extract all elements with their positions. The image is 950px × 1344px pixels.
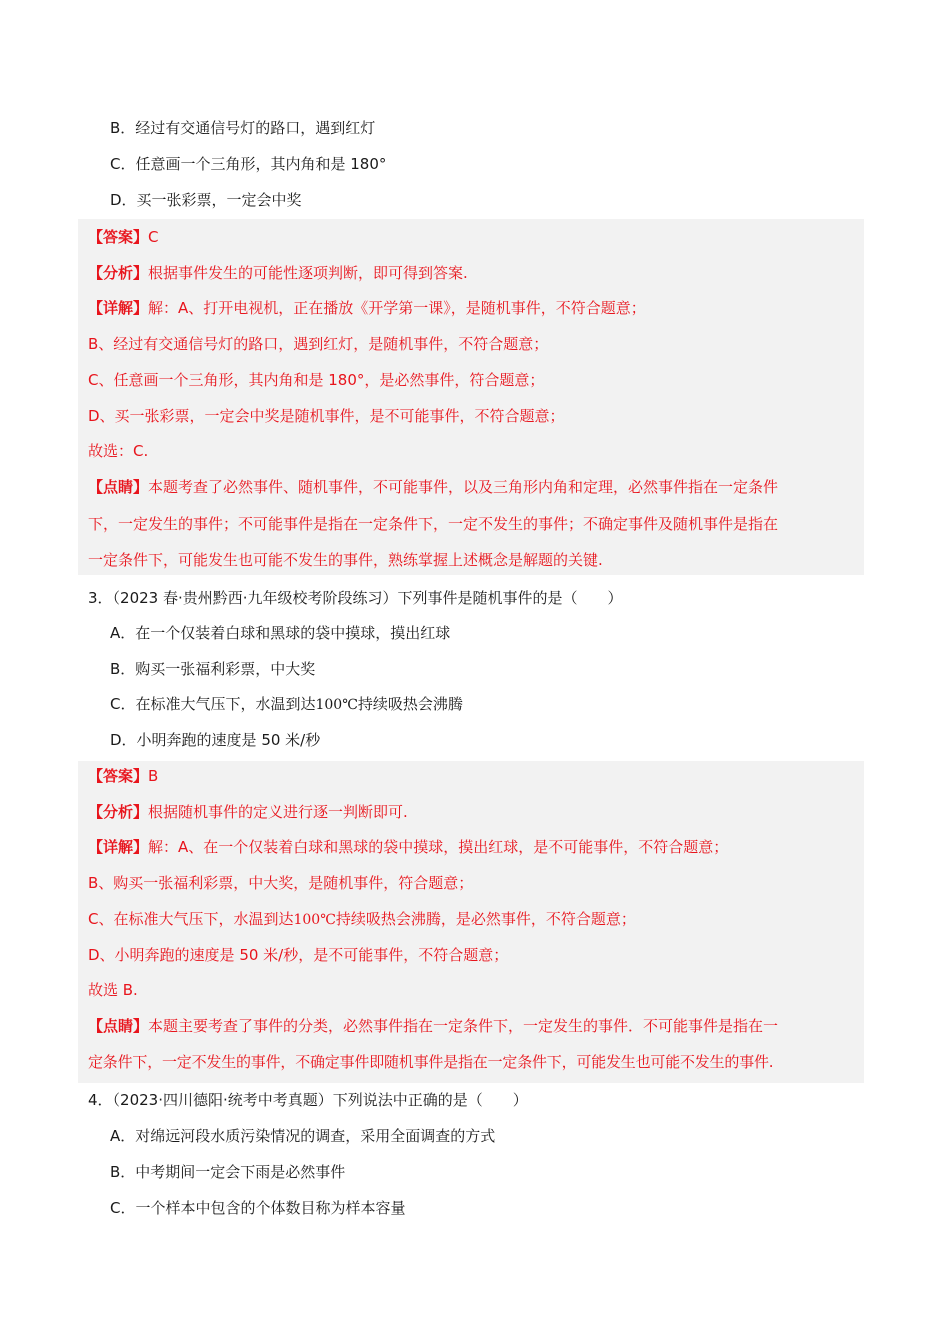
temperature-value: 100℃ [315, 697, 358, 713]
q2-detail-line: C、任意画一个三角形，其内角和是 180°，是必然事件，符合题意； [88, 371, 545, 389]
q3-stem: 3．（2023 春·贵州黔西·九年级校考阶段练习）下列事件是随机事件的是（ ） [88, 589, 623, 607]
q2-solution-box [78, 219, 864, 575]
q3-solution-box [78, 761, 864, 1083]
q4-stem: 4．（2023·四川德阳·统考中考真题）下列说法中正确的是（ ） [88, 1091, 528, 1109]
q2-detail-line: D、买一张彩票，一定会中奖是随机事件，是不可能事件，不符合题意； [88, 407, 565, 425]
q2-comment-line: 【点睛】本题考查了必然事件、随机事件，不可能事件，以及三角形内角和定理，必然事件指在一定条件 [88, 478, 779, 496]
q2-comment-line: 下，一定发生的事件；不可能事件是指在一定条件下，一定不发生的事件；不确定事件及随机事件是指在 [88, 515, 779, 533]
q2-option-c: C．任意画一个三角形，其内角和是 180° [110, 155, 387, 173]
q2-option-b: B．经过有交通信号灯的路口，遇到红灯 [110, 119, 376, 137]
q2-detail-line: 【详解】解：A、打开电视机，正在播放《开学第一课》，是随机事件，不符合题意； [88, 299, 646, 317]
q3-detail-line: B、购买一张福利彩票，中大奖，是随机事件，符合题意； [88, 874, 474, 892]
q2-answer: 【答案】C [88, 228, 159, 246]
q4-option-b: B．中考期间一定会下雨是必然事件 [110, 1163, 346, 1181]
q3-option-c: C．在标准大气压下，水温到达100℃持续吸热会沸腾 [110, 695, 463, 713]
q2-detail-line: B、经过有交通信号灯的路口，遇到红灯，是随机事件，不符合题意； [88, 335, 549, 353]
q2-option-d: D．买一张彩票，一定会中奖 [110, 191, 302, 209]
q3-option-b: B．购买一张福利彩票，中大奖 [110, 660, 316, 678]
q3-option-d: D．小明奔跑的速度是 50 米/秒 [110, 731, 321, 749]
q3-comment-line: 定条件下，一定不发生的事件，不确定事件即随机事件是指在一定条件下，可能发生也可能不发生的事件. [88, 1053, 774, 1071]
q3-analysis: 【分析】根据随机事件的定义进行逐一判断即可. [88, 803, 408, 821]
q4-option-a: A．对绵远河段水质污染情况的调查，采用全面调查的方式 [110, 1127, 496, 1145]
q2-comment-line: 一定条件下，可能发生也可能不发生的事件，熟练掌握上述概念是解题的关键. [88, 551, 603, 569]
q3-detail-line: C、在标准大气压下，水温到达100℃持续吸热会沸腾，是必然事件，不符合题意； [88, 910, 636, 928]
q2-analysis: 【分析】根据事件发生的可能性逐项判断，即可得到答案. [88, 264, 468, 282]
q3-option-a: A．在一个仅装着白球和黑球的袋中摸球，摸出红球 [110, 624, 451, 642]
q3-conclusion: 故选 B. [88, 981, 138, 999]
q3-comment-line: 【点睛】本题主要考查了事件的分类，必然事件指在一定条件下，一定发生的事件．不可能事件是指在一 [88, 1017, 779, 1035]
q3-detail-line: D、小明奔跑的速度是 50 米/秒，是不可能事件，不符合题意； [88, 946, 509, 964]
q2-conclusion: 故选：C. [88, 442, 149, 460]
temperature-value: 100℃ [293, 912, 336, 928]
q3-answer: 【答案】B [88, 767, 159, 785]
q3-detail-line: 【详解】解：A、在一个仅装着白球和黑球的袋中摸球，摸出红球，是不可能事件，不符合题意； [88, 838, 729, 856]
q4-option-c: C．一个样本中包含的个体数目称为样本容量 [110, 1199, 406, 1217]
